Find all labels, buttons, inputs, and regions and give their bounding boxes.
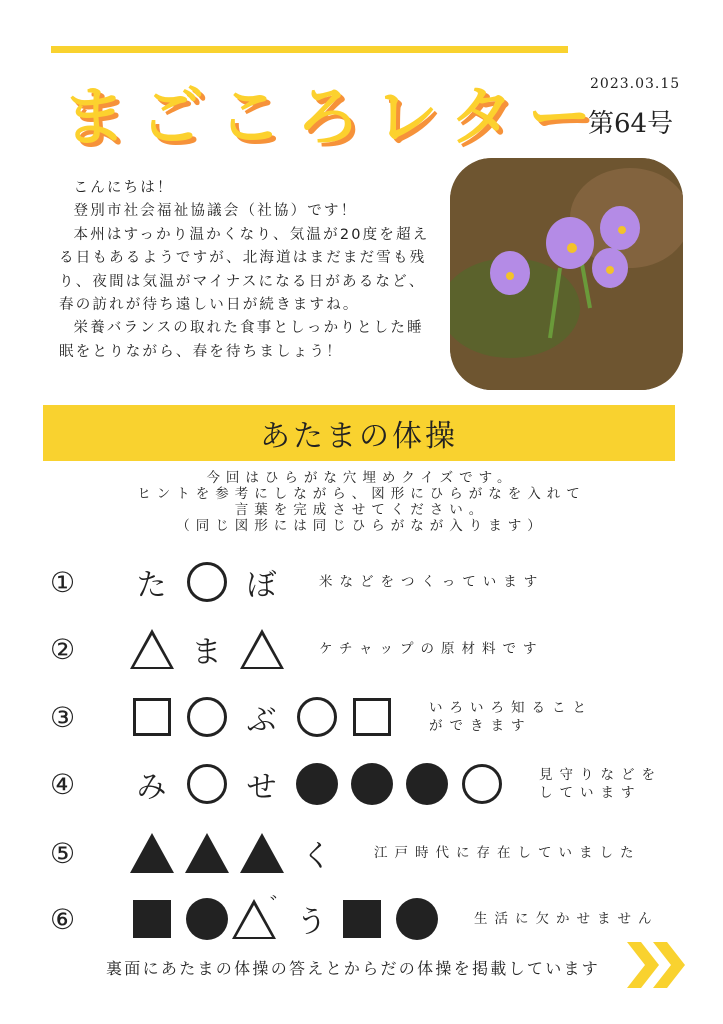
square-filled-shape: [124, 894, 179, 944]
circle-filled-shape: [399, 759, 454, 809]
square-filled-icon: [343, 900, 381, 938]
intro-text: [59, 177, 439, 364]
hint-line: しています: [539, 785, 642, 801]
hint-line: 見守りなどを: [539, 767, 662, 783]
hint-line: 江戸時代に存在していました: [374, 845, 641, 861]
circle-icon: [187, 764, 227, 804]
puzzle-kana: せ: [246, 770, 277, 805]
hint-line: いろいろ知ること: [429, 700, 593, 716]
triangle-icon: [240, 629, 284, 669]
issue-date: 2023.03.15: [590, 76, 681, 92]
circle-icon: [297, 697, 337, 737]
square-icon: [353, 698, 391, 736]
footer-note: 裏面にあたまの体操の答えとからだの体操を掲載しています: [106, 959, 601, 978]
intro-paragraph: こんにちは！: [73, 180, 174, 196]
question-number: ⑥: [50, 902, 76, 936]
circle-shape: [179, 692, 234, 742]
question-number: ②: [50, 632, 76, 666]
intro-paragraph: 栄養バランスの取れた食事としっかりとした睡眠をとりながら、春を待ちましょう！: [59, 320, 424, 360]
intro-paragraph: 本州はすっかり温かくなり、気温が20度を超える日もあるようですが、北海道はまだまだ雪も残り、夜間は気温がマイナスになる日があるなど、春の訪れが待ち遠しい日が続きますね。: [59, 226, 430, 314]
triangle-filled-shape: [124, 828, 179, 878]
question-number: ④: [50, 767, 76, 801]
puzzle-word: [124, 828, 344, 878]
crocus-photo: [450, 158, 683, 390]
instruction-line: （同じ図形には同じひらがなが入ります）: [176, 518, 547, 534]
circle-icon: [187, 562, 227, 602]
triangle-shape: [234, 624, 289, 674]
quiz-row: [50, 557, 544, 607]
triangle-filled-icon: [240, 833, 284, 873]
quiz-row: [50, 759, 662, 809]
square-filled-shape: [334, 894, 389, 944]
hint-text: [319, 573, 544, 591]
puzzle-kana: ぶ: [246, 703, 277, 738]
square-filled-icon: [133, 900, 171, 938]
quiz-row: [50, 894, 659, 944]
hint-line: 米などをつくっています: [319, 574, 545, 590]
circle-filled-shape: [289, 759, 344, 809]
triangle-icon: [130, 629, 174, 669]
instruction-line: ヒントを参考にしながら、図形にひらがなを入れて: [137, 486, 586, 502]
quiz-row: [50, 828, 641, 878]
circle-filled-icon: [186, 898, 228, 940]
puzzle-kana: う: [296, 905, 327, 940]
question-number: ③: [50, 700, 76, 734]
circle-filled-icon: [406, 763, 448, 805]
puzzle-word: [124, 624, 289, 674]
hint-text: [319, 640, 544, 658]
triangle-filled-shape: [234, 828, 289, 878]
puzzle-kana: ま: [191, 635, 222, 670]
triangle-shape: [234, 894, 292, 944]
puzzle-word: [124, 692, 399, 742]
instruction-line: 言葉を完成させてください。: [234, 502, 489, 518]
circle-filled-icon: [396, 898, 438, 940]
circle-shape: [179, 557, 234, 607]
triangle-filled-icon: [185, 833, 229, 873]
quiz-row: [50, 624, 544, 674]
square-icon: [133, 698, 171, 736]
puzzle-kana: ぼ: [246, 568, 277, 603]
circle-filled-shape: [389, 894, 444, 944]
intro-paragraph: 登別市社会福祉協議会（社協）です！: [73, 203, 358, 220]
circle-icon: [187, 697, 227, 737]
square-shape: [344, 692, 399, 742]
quiz-banner: あたまの体操: [43, 405, 675, 461]
circle-filled-shape: [179, 894, 234, 944]
puzzle-word: [124, 557, 289, 607]
hint-line: ケチャップの原材料です: [319, 641, 544, 657]
top-accent-bar: [51, 46, 568, 53]
hint-text: [374, 844, 641, 862]
circle-shape: [289, 692, 344, 742]
circle-icon: [462, 764, 502, 804]
triangle-icon: [232, 899, 276, 939]
square-shape: [124, 692, 179, 742]
quiz-row: [50, 692, 593, 742]
hint-text: [429, 699, 593, 735]
hint-line: ができます: [429, 718, 532, 734]
question-number: ①: [50, 565, 76, 599]
circle-filled-icon: [351, 763, 393, 805]
issue-number: 第64号: [588, 109, 674, 139]
triangle-shape: [124, 624, 179, 674]
dakuten-mark: ゛: [269, 894, 292, 920]
hint-text: [539, 766, 662, 802]
circle-filled-icon: [296, 763, 338, 805]
circle-filled-shape: [344, 759, 399, 809]
puzzle-kana: み: [136, 770, 167, 805]
quiz-instructions: [0, 470, 723, 534]
puzzle-word: [124, 894, 444, 944]
newsletter-title: まごころレター: [62, 81, 606, 155]
puzzle-word: [124, 759, 509, 809]
hint-text: [474, 910, 659, 928]
triangle-filled-icon: [130, 833, 174, 873]
circle-shape: [179, 759, 234, 809]
puzzle-kana: く: [301, 839, 332, 874]
triangle-filled-shape: [179, 828, 234, 878]
puzzle-kana: た: [136, 568, 167, 603]
next-page-chevrons-icon: [625, 940, 691, 994]
hint-line: 生活に欠かせません: [474, 911, 659, 927]
circle-shape: [454, 759, 509, 809]
question-number: ⑤: [50, 836, 76, 870]
instruction-line: 今回はひらがな穴埋めクイズです。: [206, 470, 517, 486]
